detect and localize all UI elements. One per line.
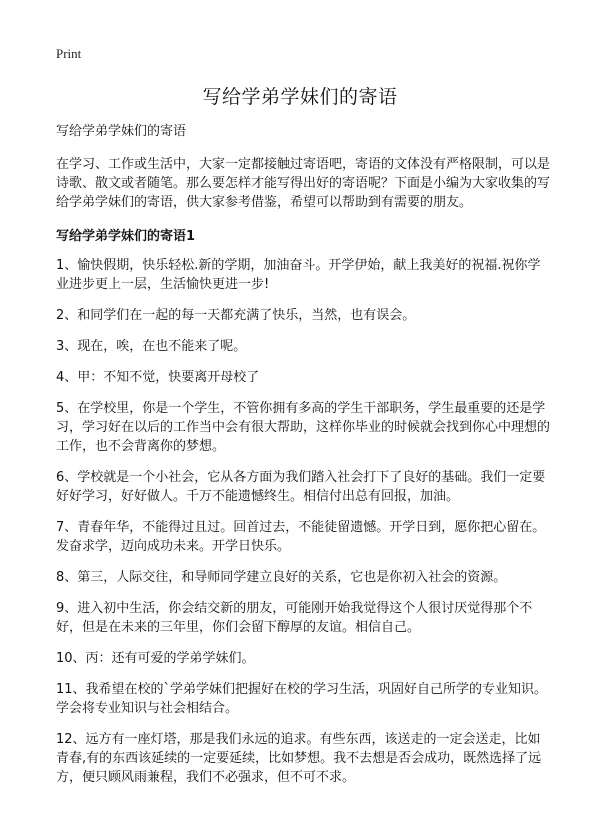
article-subtitle: 写给学弟学妹们的寄语: [56, 124, 187, 139]
list-item: 11、我希望在校的`学弟学妹们把握好在校的学习生活，巩固好自己所学的专业知识。学会将专业知识与社会相结合。: [56, 682, 548, 716]
list-item: 1、愉快假期，快乐轻松.新的学期，加油奋斗。开学伊始，献上我美好的祝福.祝你学业进步更上一层，生活愉快更进一步!: [56, 258, 541, 292]
list-item: 5、在学校里，你是一个学生，不管你拥有多高的学生干部职务，学生最重要的还是学习，学习好在以后的工作当中会有很大帮助，这样你毕业的时候就会找到你心中理想的工作，也不会背离你的梦想。: [56, 401, 551, 454]
list-item: 10、丙：还有可爱的学弟学妹们。: [56, 651, 255, 666]
list-item: 8、第三，人际交往，和导师同学建立良好的关系，它也是你初入社会的资源。: [56, 570, 507, 585]
list-item: 4、甲：不知不觉，快要离开母校了: [56, 370, 260, 385]
list-item: 3、现在，唉，在也不能来了呢。: [56, 339, 247, 354]
article-body: [56, 122, 550, 799]
list-item: 2、和同学们在一起的每一天都充满了快乐，当然，也有误会。: [56, 308, 416, 323]
list-item: 6、学校就是一个小社会，它从各方面为我们踏入社会打下了良好的基础。我们一定要好好学习，好好做人。千万不能遗憾终生。相信付出总有回报，加油。: [56, 470, 546, 504]
section-heading: 写给学弟学妹们的寄语1: [56, 229, 196, 244]
page-title: 写给学弟学妹们的寄语: [202, 86, 398, 108]
print-link[interactable]: Print: [56, 46, 82, 61]
list-item: 9、进入初中生活，你会结交新的朋友，可能刚开始我觉得这个人很讨厌觉得那个不好，但是在未来的三年里，你们会留下醇厚的友谊。相信自己。: [56, 601, 533, 635]
list-item: 12、远方有一座灯塔，那是我们永远的追求。有些东西，该送走的一定会送走，比如青春,有的东西该延续的一定要延续，比如梦想。我不去想是否会成功，既然选择了远方，便只顾风雨兼程，我们不必强求，但不可不求。: [56, 732, 542, 785]
list-item: 7、青春年华，不能得过且过。回首过去，不能徒留遗憾。开学日到，愿你把心留在。发奋求学，迈向成功未来。开学日快乐。: [56, 520, 546, 554]
intro-paragraph: 在学习、工作或生活中，大家一定都接触过寄语吧，寄语的文体没有严格限制，可以是诗歌、散文或者随笔。那么要怎样才能写得出好的寄语呢？下面是小编为大家收集的写给学弟学妹们的寄语，供大家参考借鉴，希望可以帮助到有需要的朋友。: [56, 157, 551, 210]
